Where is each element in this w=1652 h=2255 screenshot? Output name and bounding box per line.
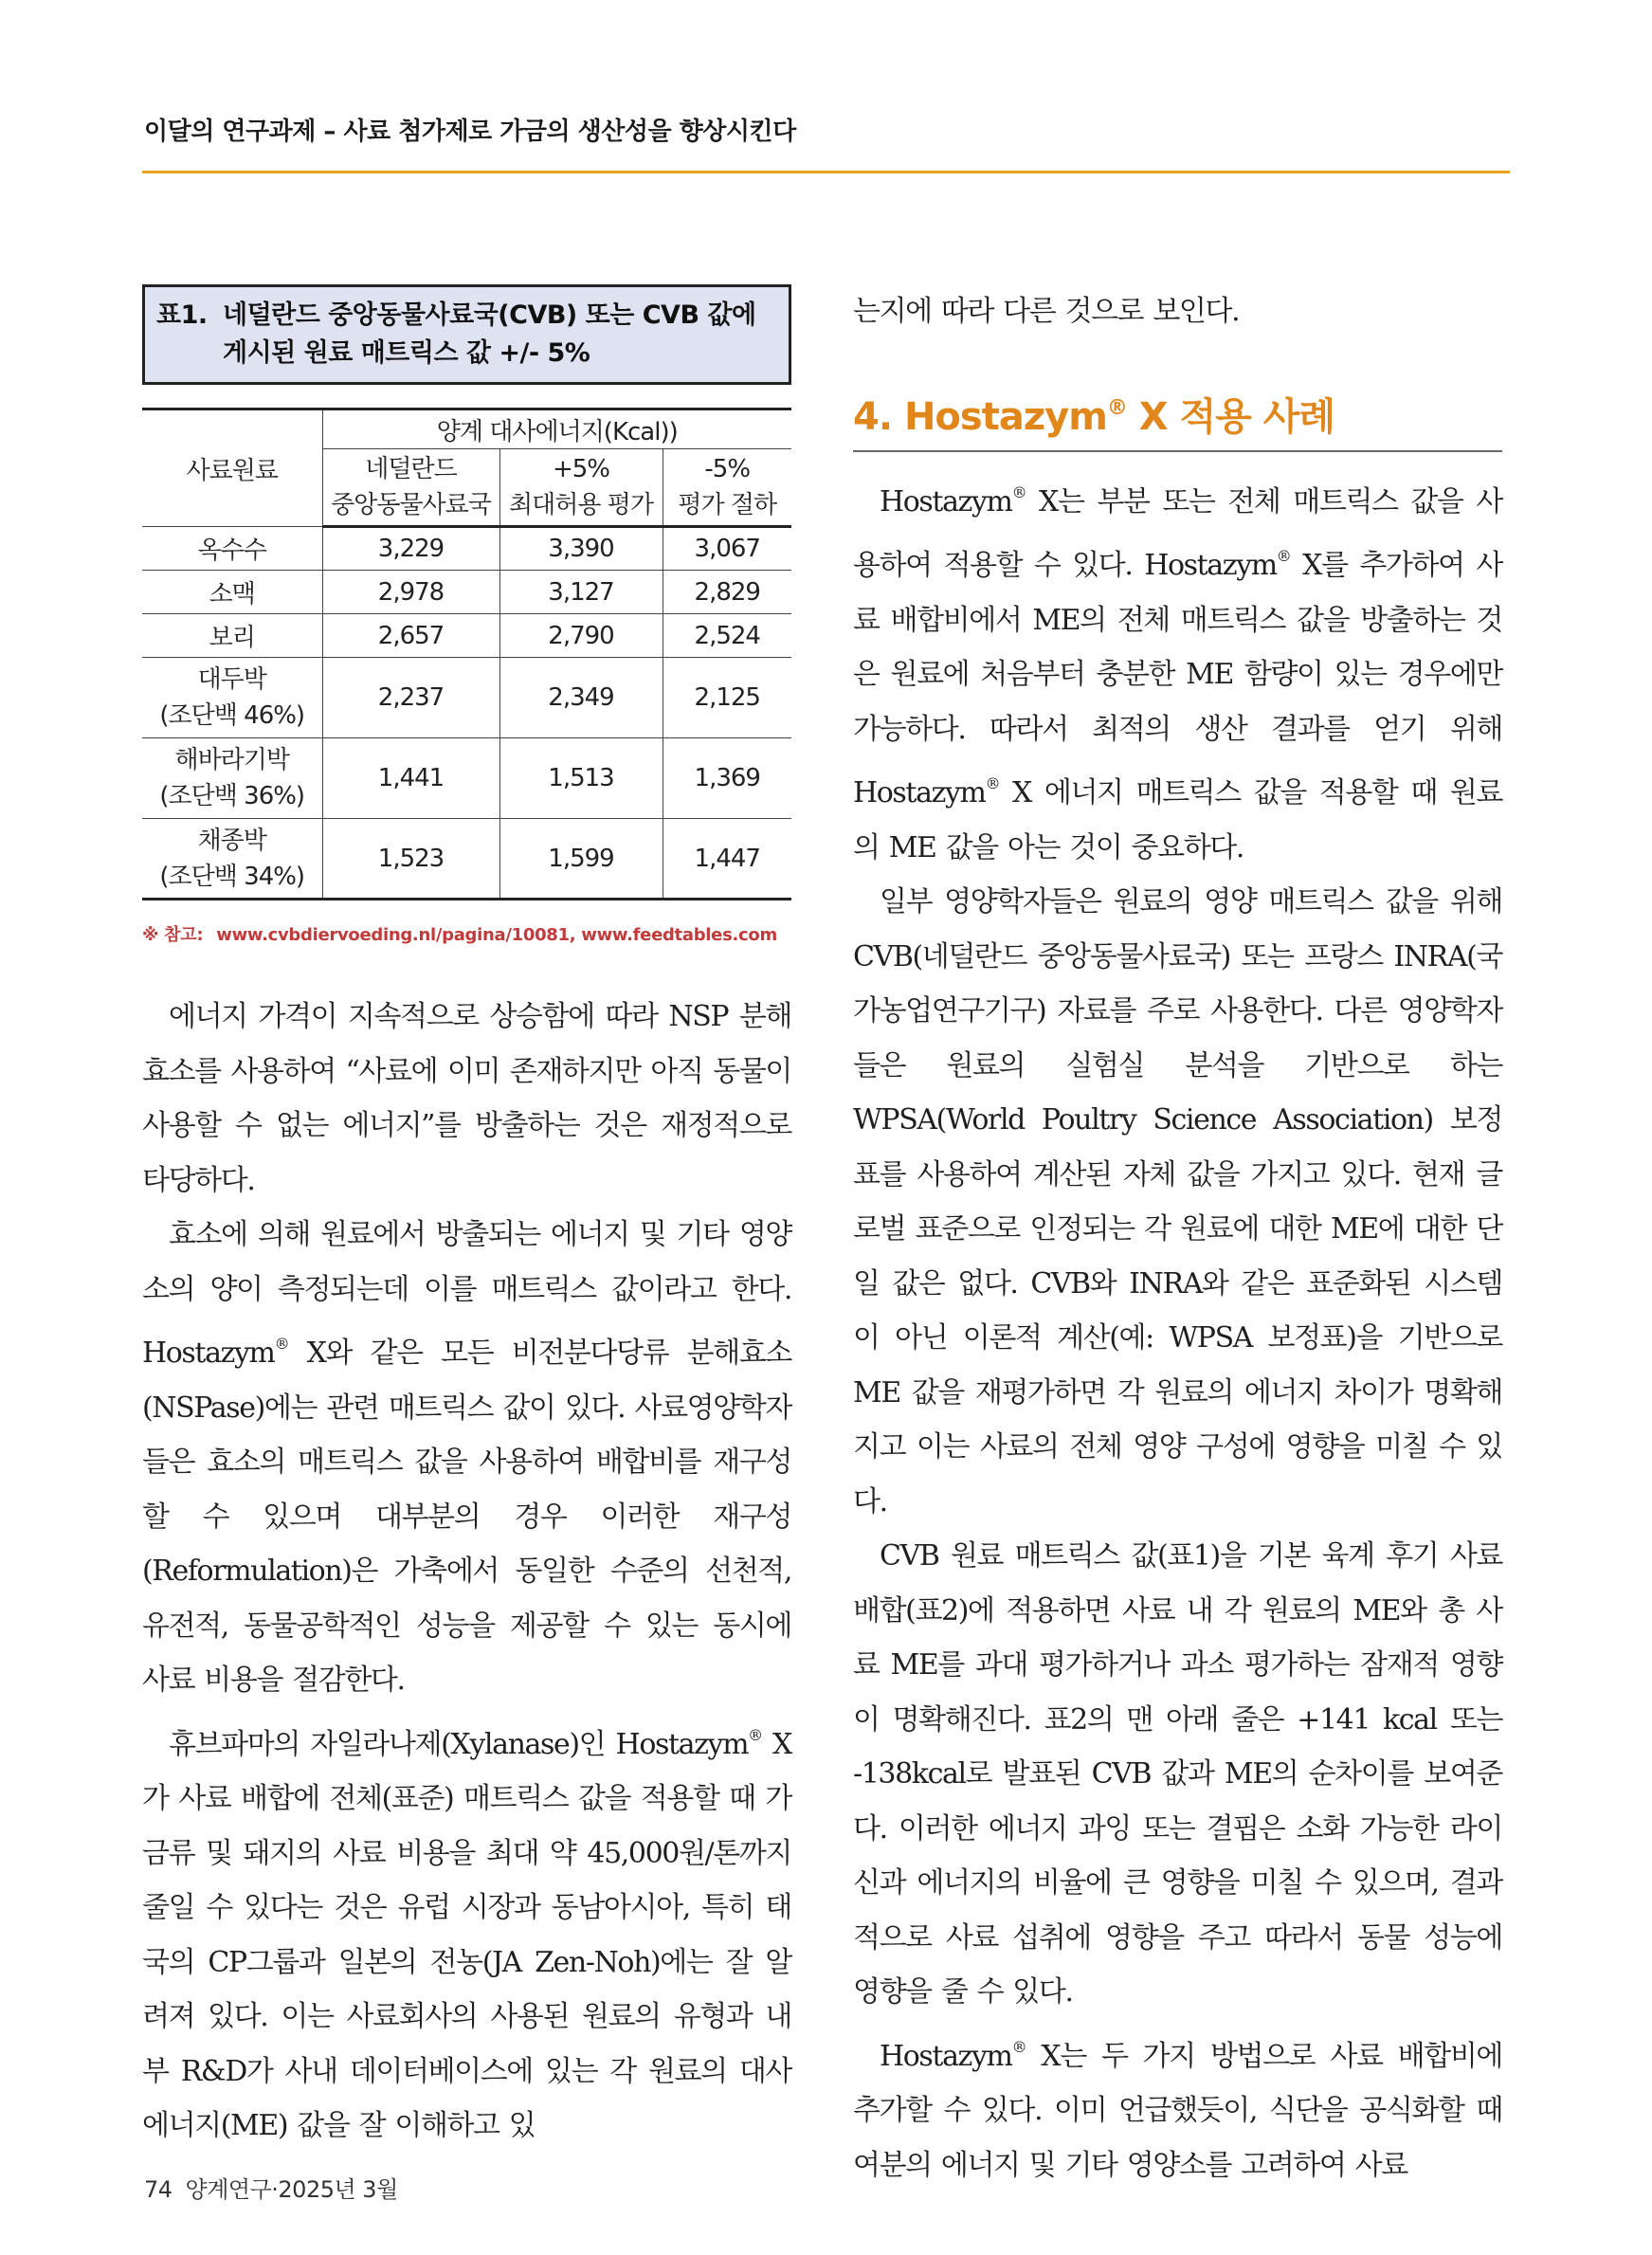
table-row: [142, 658, 791, 738]
row-minus: 1,447: [663, 819, 791, 900]
row-plus: 3,127: [499, 571, 663, 614]
header-minus5: -5% 평가 절하: [663, 449, 791, 527]
header-material: 사료원료: [142, 409, 322, 527]
row-material: 소맥: [142, 571, 322, 614]
row-minus: 2,524: [663, 614, 791, 658]
row-plus: 3,390: [499, 527, 663, 571]
header-cvb: 네덜란드 중앙동물사료국: [322, 449, 499, 527]
header-me-group: 양계 대사에너지(Kcal)): [322, 409, 791, 449]
section-title: 4. Hostazym® X 적용 사례: [853, 387, 1502, 452]
publication-name: 양계연구·2025년 3월: [185, 2176, 398, 2203]
row-material: 채종박 (조단백 34%): [142, 819, 322, 900]
paragraph: CVB 원료 매트릭스 값(표1)을 기본 육계 후기 사료 배합(표2)에 적용하면 사료 내 각 원료의 ME와 총 사료 ME를 과대 평가하거나 과소 평가하는 잠재적 영향이 명확해진다. 표2의 맨 아래 줄은 +141 kcal 또는 -138kcal로 발표된 CVB 값과 ME의 순차이를 보여준다. 이러한 에너지 과잉 또는 결핍은 소화 가능한 라이신과 에너지의 비율에 큰 영향을 미칠 수 있으며, 결과적으로 사료 섭취에 영향을 주고 따라서 동물 성능에 영향을 줄 수 있다.: [853, 1539, 1502, 2009]
row-minus: 2,829: [663, 571, 791, 614]
right-column: [853, 284, 1502, 2192]
row-minus: 2,125: [663, 658, 791, 738]
header-plus5: +5% 최대허용 평가: [499, 449, 663, 527]
table-row: [142, 738, 791, 819]
table-row: [142, 614, 791, 658]
right-carry: [853, 284, 1502, 339]
row-cvb: 2,237: [322, 658, 499, 738]
row-plus: 2,790: [499, 614, 663, 658]
table-row: [142, 819, 791, 900]
paragraph: 에너지 가격이 지속적으로 상승함에 따라 NSP 분해효소를 사용하여 “사료에 이미 존재하지만 아직 동물이 사용할 수 없는 에너지”를 방출하는 것은 재정적으로 타당하다.: [142, 1000, 791, 1197]
table-note: [142, 921, 791, 946]
table-number: 표1.: [156, 300, 208, 330]
row-material: 대두박 (조단백 46%): [142, 658, 322, 738]
paragraph: Hostazym® X는 부분 또는 전체 매트릭스 값을 사용하여 적용할 수 있다. Hostazym® X를 추가하여 사료 배합비에서 ME의 전체 매트릭스 값을 방출하는 것은 원료에 처음부터 충분한 ME 함량이 있는 경우에만 가능하다. 따라서 최적의 생산 결과를 얻기 위해 Hostazym® X 에너지 매트릭스 값을 적용할 때 원료의 ME 값을 아는 것이 중요하다.: [853, 482, 1502, 864]
row-material: 해바라기박 (조단백 36%): [142, 738, 322, 819]
row-plus: 2,349: [499, 658, 663, 738]
table-caption: [142, 284, 791, 385]
left-body: [142, 990, 791, 2154]
right-body: [853, 465, 1502, 2193]
row-plus: 1,513: [499, 738, 663, 819]
table-caption-line2: 게시된 원료 매트릭스 값 +/- 5%: [223, 338, 590, 368]
running-title: 이달의 연구과제 – 사료 첨가제로 가금의 생산성을 향상시킨다: [144, 118, 796, 146]
header-rule: [142, 171, 1510, 173]
note-label: ※ 참고:: [142, 925, 204, 945]
row-material: 옥수수: [142, 527, 322, 571]
paragraph: 휴브파마의 자일라나제(Xylanase)인 Hostazym® X가 사료 배합에 전체(표준) 매트릭스 값을 적용할 때 가금류 및 돼지의 사료 비용을 최대 약 45,000원/톤까지 줄일 수 있다는 것은 유럽 시장과 동남아시아, 특히 태국의 CP그룹과 일본의 전농(JA Zen-Noh)에는 잘 알려져 있다. 이는 사료회사의 사용된 원료의 유형과 내부 R&D가 사내 데이터베이스에 있는 각 원료의 대사에너지(ME) 값을 잘 이해하고 있: [142, 1725, 792, 2142]
left-column: [142, 284, 791, 2154]
paragraph: 일부 영양학자들은 원료의 영양 매트릭스 값을 위해 CVB(네덜란드 중앙동물사료국) 또는 프랑스 INRA(국가농업연구기구) 자료를 주로 사용한다. 다른 영양학자들은 원료의 실험실 분석을 기반으로 하는 WPSA(World Poultry Science Association) 보정 표를 사용하여 계산된 자체 값을 가지고 있다. 현재 글로벌 표준으로 인정되는 각 원료에 대한 ME에 대한 단일 값은 없다. CVB와 INRA와 같은 표준화된 시스템이 아닌 이론적 계산(예: WPSA 보정표)을 기반으로 ME 값을 재평가하면 각 원료의 에너지 차이가 명확해지고 이는 사료의 전체 영양 구성에 영향을 미칠 수 있다.: [853, 885, 1502, 1518]
page-number: 74: [144, 2176, 172, 2203]
matrix-table: [142, 408, 791, 900]
paragraph: 는지에 따라 다른 것으로 보인다.: [853, 295, 1240, 328]
table-row: [142, 527, 791, 571]
row-plus: 1,599: [499, 819, 663, 900]
row-cvb: 2,657: [322, 614, 499, 658]
page-footer: [144, 2171, 398, 2204]
note-link[interactable]: www.cvbdiervoeding.nl/pagina/10081, www.feedtables.com: [216, 925, 777, 945]
table-row: [142, 571, 791, 614]
row-minus: 1,369: [663, 738, 791, 819]
paragraph: Hostazym® X는 두 가지 방법으로 사료 배합비에 추가할 수 있다. 이미 언급했듯이, 식단을 공식화할 때 여분의 에너지 및 기타 영양소를 고려하여 사료: [853, 2037, 1502, 2182]
table-caption-line1: 네덜란드 중앙동물사료국(CVB) 또는 CVB 값에: [223, 300, 756, 330]
row-material: 보리: [142, 614, 322, 658]
row-cvb: 1,523: [322, 819, 499, 900]
row-cvb: 1,441: [322, 738, 499, 819]
row-minus: 3,067: [663, 527, 791, 571]
paragraph: 효소에 의해 원료에서 방출되는 에너지 및 기타 영양소의 양이 측정되는데 이를 매트릭스 값이라고 한다. Hostazym® X와 같은 모든 비전분다당류 분해효소(NSPase)에는 관련 매트릭스 값이 있다. 사료영양학자들은 효소의 매트릭스 값을 사용하여 배합비를 재구성할 수 있으며 대부분의 경우 이러한 재구성(Reformulation)은 가축에서 동일한 수준의 선천적, 유전적, 동물공학적인 성능을 제공할 수 있는 동시에 사료 비용을 절감한다.: [142, 1218, 791, 1697]
row-cvb: 2,978: [322, 571, 499, 614]
row-cvb: 3,229: [322, 527, 499, 571]
